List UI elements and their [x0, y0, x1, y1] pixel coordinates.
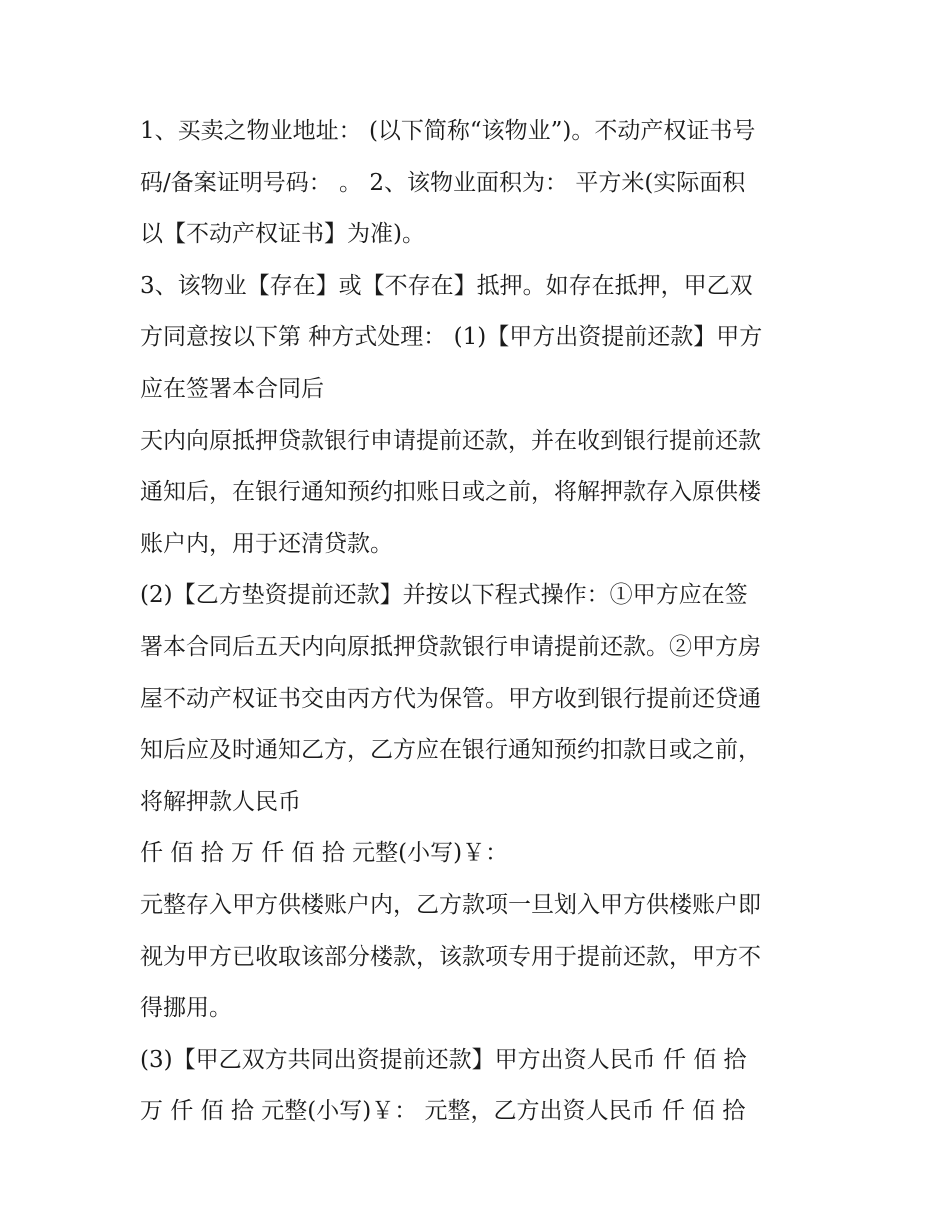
text-line: 天内向原抵押贷款银行申请提前还款，并在收到银行提前还款	[140, 427, 761, 454]
text-line: 元整存入甲方供楼账户内，乙方款项一旦划入甲方供楼账户即	[140, 891, 761, 918]
text-line: 1、买卖之物业地址： (以下简称“该物业”)。不动产权证书号	[140, 118, 756, 144]
text-line: 仟 佰 拾 万 仟 佰 拾 元整(小写)￥：	[140, 840, 509, 867]
text-line: 3、该物业【存在】或【不存在】抵押。如存在抵押，甲乙双	[140, 272, 753, 299]
text-line: 将解押款人民币	[140, 788, 301, 815]
text-line: 屋不动产权证书交由丙方代为保管。甲方收到银行提前还贷通	[140, 685, 761, 712]
contract-text	[140, 106, 820, 1138]
text-line: 账户内，用于还清贷款。	[140, 530, 393, 557]
text-line: (3)【甲乙双方共同出资提前还款】甲方出资人民币 仟 佰 拾	[140, 1046, 747, 1073]
text-line: 视为甲方已收取该部分楼款，该款项专用于提前还款，甲方不	[140, 943, 761, 970]
text-line: 万 仟 佰 拾 元整(小写)￥： 元整，乙方出资人民币 仟 佰 拾	[140, 1098, 746, 1125]
text-line: 知后应及时通知乙方，乙方应在银行通知预约扣款日或之前，	[140, 737, 761, 764]
text-line: 方同意按以下第 种方式处理： (1)【甲方出资提前还款】甲方	[140, 324, 763, 351]
text-line: 码/备案证明号码： 。 2、该物业面积为： 平方米(实际面积	[140, 169, 746, 196]
text-line: 得挪用。	[140, 995, 232, 1022]
text-line: (2)【乙方垫资提前还款】并按以下程式操作：①甲方应在签	[140, 582, 748, 609]
text-line: 通知后，在银行通知预约扣账日或之前，将解押款存入原供楼	[140, 479, 761, 506]
text-line: 署本合同后五天内向原抵押贷款银行申请提前还款。②甲方房	[140, 633, 761, 660]
text-line: 以【不动产权证书】为准)。	[140, 221, 425, 248]
text-line: 应在签署本合同后	[140, 375, 324, 402]
